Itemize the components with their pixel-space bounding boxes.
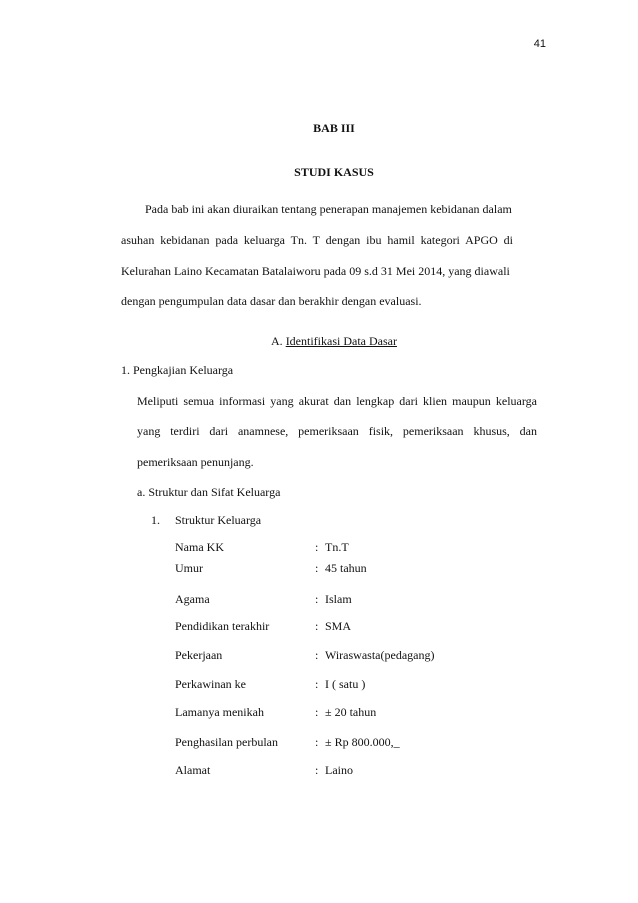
row-colon: : bbox=[315, 677, 319, 691]
item-desc-line: pemeriksaan penunjang. bbox=[137, 455, 254, 469]
row-label: Alamat bbox=[175, 763, 211, 777]
row-label: Pekerjaan bbox=[175, 648, 223, 662]
row-value: ± Rp 800.000,_ bbox=[325, 735, 400, 749]
row-label: Nama KK bbox=[175, 540, 224, 554]
row-colon: : bbox=[315, 561, 319, 575]
row-value: Tn.T bbox=[325, 540, 349, 554]
section-marker: A. bbox=[271, 334, 283, 348]
row-colon: : bbox=[315, 592, 319, 606]
intro-line: asuhan kebidanan pada keluarga Tn. T dengan ibu hamil kategori APGO di bbox=[121, 233, 513, 247]
row-label: Perkawinan ke bbox=[175, 677, 246, 691]
row-value: 45 tahun bbox=[325, 561, 367, 575]
row-value: Laino bbox=[325, 763, 353, 777]
row-value: SMA bbox=[325, 619, 352, 633]
row-label: Lamanya menikah bbox=[175, 705, 264, 719]
item-desc-line: yang terdiri dari anamnese, pemeriksaan fisik, pemeriksaan khusus, dan bbox=[137, 424, 537, 438]
row-colon: : bbox=[315, 705, 319, 719]
row-colon: : bbox=[315, 763, 319, 777]
intro-line: Kelurahan Laino Kecamatan Batalaiworu pada 09 s.d 31 Mei 2014, yang diawali bbox=[121, 264, 510, 278]
row-colon: : bbox=[315, 619, 319, 633]
intro-line: Pada bab ini akan diuraikan tentang penerapan manajemen kebidanan dalam bbox=[145, 202, 512, 216]
subitem-struktur-keluarga bbox=[151, 513, 261, 528]
item-pengkajian-keluarga: 1. Pengkajian Keluarga bbox=[121, 363, 234, 377]
row-label: Agama bbox=[175, 592, 210, 606]
intro-line: dengan pengumpulan data dasar dan berakhir dengan evaluasi. bbox=[121, 294, 422, 308]
section-title: Identifikasi Data Dasar bbox=[285, 334, 397, 348]
row-label: Penghasilan perbulan bbox=[175, 735, 278, 749]
row-value: I ( satu ) bbox=[325, 677, 366, 691]
row-label: Pendidikan terakhir bbox=[175, 619, 270, 633]
row-value: Islam bbox=[325, 592, 352, 606]
subitem-number: 1. bbox=[151, 513, 160, 527]
row-label: Umur bbox=[175, 561, 203, 575]
row-value: Wiraswasta(pedagang) bbox=[325, 648, 435, 662]
row-colon: : bbox=[315, 648, 319, 662]
page-number: 41 bbox=[533, 38, 546, 50]
page-title: STUDI KASUS bbox=[294, 165, 374, 179]
chapter-heading: BAB III bbox=[313, 121, 355, 135]
subitem-struktur-sifat: a. Struktur dan Sifat Keluarga bbox=[137, 485, 281, 499]
item-desc-line: Meliputi semua informasi yang akurat dan lengkap dari klien maupun keluarga bbox=[137, 394, 537, 408]
row-colon: : bbox=[315, 540, 319, 554]
subitem-label: Struktur Keluarga bbox=[175, 513, 262, 527]
row-colon: : bbox=[315, 735, 319, 749]
section-heading bbox=[0, 334, 638, 349]
row-value: ± 20 tahun bbox=[325, 705, 377, 719]
